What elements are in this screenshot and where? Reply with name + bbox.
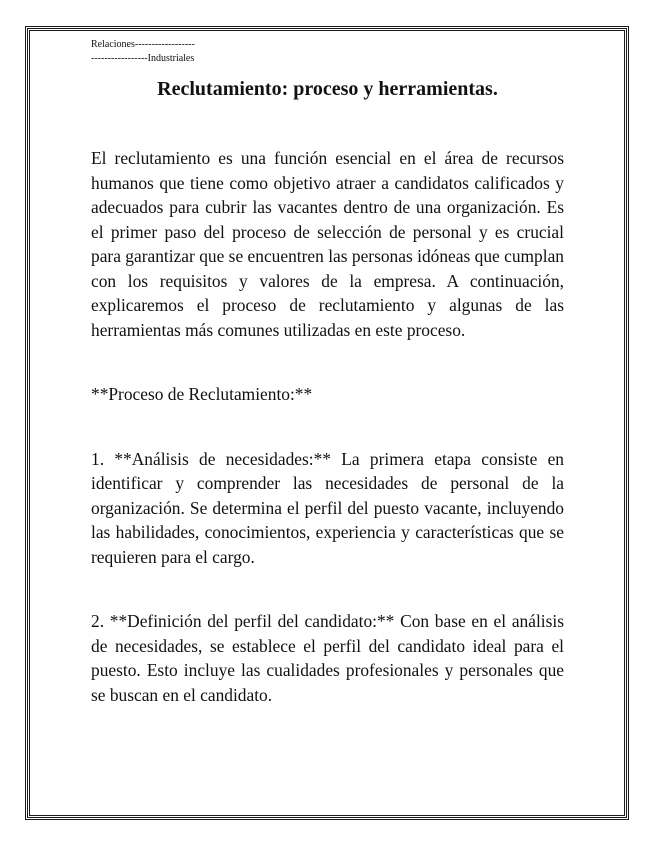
step-1-paragraph: 1. **Análisis de necesidades:** La primera etapa consiste en identificar y comprender las necesidades de personal de la organización. Se determina el perfil del puesto vacante, incluyendo las habilidades, conocimientos, experiencia y características que se requieren para el cargo. [91, 448, 564, 567]
header-line-1: Relaciones------------------ [91, 39, 195, 50]
section-heading: **Proceso de Reclutamiento:** [91, 384, 313, 404]
document-header [91, 38, 195, 66]
document-body [91, 146, 564, 707]
step-2-paragraph: 2. **Definición del perfil del candidato:** Con base en el análisis de necesidades, se establece el perfil del candidato ideal para el puesto. Esto incluye las cualidades profesionales y personales que se buscan en el candidato. [91, 611, 564, 705]
document-title: Reclutamiento: proceso y herramientas. [157, 78, 498, 100]
header-line-2: -----------------Industriales [91, 53, 195, 64]
intro-paragraph: El reclutamiento es una función esencial en el área de recursos humanos que tiene como objetivo atraer a candidatos calificados y adecuados para cubrir las vacantes dentro de una organización. Es el primer paso del proceso de selección de personal y es crucial para garantizar que se encuentren las personas idóneas que cumplan con los requisitos y valores de la empresa. A continuación, explicaremos el proceso de reclutamiento y algunas de las herramientas más comunes utilizadas en este proceso. [91, 148, 564, 340]
